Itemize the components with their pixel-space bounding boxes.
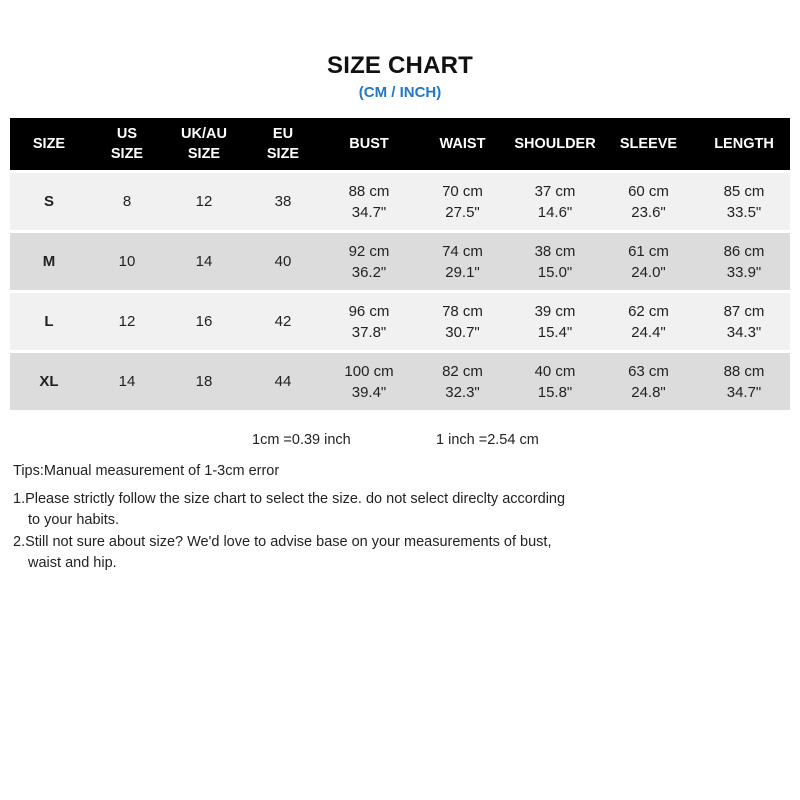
bust-cell: 88 cm 34.7" [324,172,414,232]
tips-heading: Tips:Manual measurement of 1-3cm error [13,463,280,479]
us-size-cell: 10 [88,232,166,292]
column-header-sleeve: SLEEVE [599,118,698,172]
eu-size-cell: 40 [242,232,324,292]
waist-cell: 74 cm 29.1" [414,232,511,292]
bust-cell: 100 cm 39.4" [324,352,414,411]
column-header-size: SIZE [10,118,88,172]
size-cell: M [10,232,88,292]
length-cell: 87 cm 34.3" [698,292,790,352]
column-header-uk-au-size: UK/AU SIZE [166,118,242,172]
sleeve-cell: 61 cm 24.0" [599,232,698,292]
shoulder-cell: 39 cm 15.4" [511,292,599,352]
bust-cell: 96 cm 37.8" [324,292,414,352]
uk-au-size-cell: 14 [166,232,242,292]
tip-item-2: 2.Still not sure about size? We'd love to advise base on your measurements of bust, waist and hip. [13,534,552,571]
column-header-bust: BUST [324,118,414,172]
uk-au-size-cell: 12 [166,172,242,232]
cm-to-inch-conversion: 1cm =0.39 inch [252,432,351,448]
eu-size-cell: 44 [242,352,324,411]
uk-au-size-cell: 16 [166,292,242,352]
us-size-cell: 14 [88,352,166,411]
size-cell: S [10,172,88,232]
shoulder-cell: 38 cm 15.0" [511,232,599,292]
page-title: SIZE CHART [327,52,473,79]
us-size-cell: 12 [88,292,166,352]
size-cell: XL [10,352,88,411]
column-header-waist: WAIST [414,118,511,172]
us-size-cell: 8 [88,172,166,232]
bust-cell: 92 cm 36.2" [324,232,414,292]
waist-cell: 78 cm 30.7" [414,292,511,352]
table-row-l [10,292,790,352]
size-cell: L [10,292,88,352]
units-subtitle: (CM / INCH) [358,84,442,101]
length-cell: 86 cm 33.9" [698,232,790,292]
eu-size-cell: 38 [242,172,324,232]
table-header-row [10,118,790,172]
column-header-shoulder: SHOULDER [511,118,599,172]
sleeve-cell: 62 cm 24.4" [599,292,698,352]
length-cell: 85 cm 33.5" [698,172,790,232]
tip-item-1: 1.Please strictly follow the size chart to select the size. do not select direclty according to your habits. [13,491,566,528]
length-cell: 88 cm 34.7" [698,352,790,411]
eu-size-cell: 42 [242,292,324,352]
shoulder-cell: 37 cm 14.6" [511,172,599,232]
waist-cell: 70 cm 27.5" [414,172,511,232]
column-header-us-size: US SIZE [88,118,166,172]
column-header-length: LENGTH [698,118,790,172]
column-header-eu-size: EU SIZE [242,118,324,172]
waist-cell: 82 cm 32.3" [414,352,511,411]
sleeve-cell: 63 cm 24.8" [599,352,698,411]
shoulder-cell: 40 cm 15.8" [511,352,599,411]
table-row-m [10,232,790,292]
table-row-s [10,172,790,232]
sleeve-cell: 60 cm 23.6" [599,172,698,232]
uk-au-size-cell: 18 [166,352,242,411]
size-chart-table [10,118,790,410]
inch-to-cm-conversion: 1 inch =2.54 cm [436,432,539,448]
table-row-xl [10,352,790,411]
